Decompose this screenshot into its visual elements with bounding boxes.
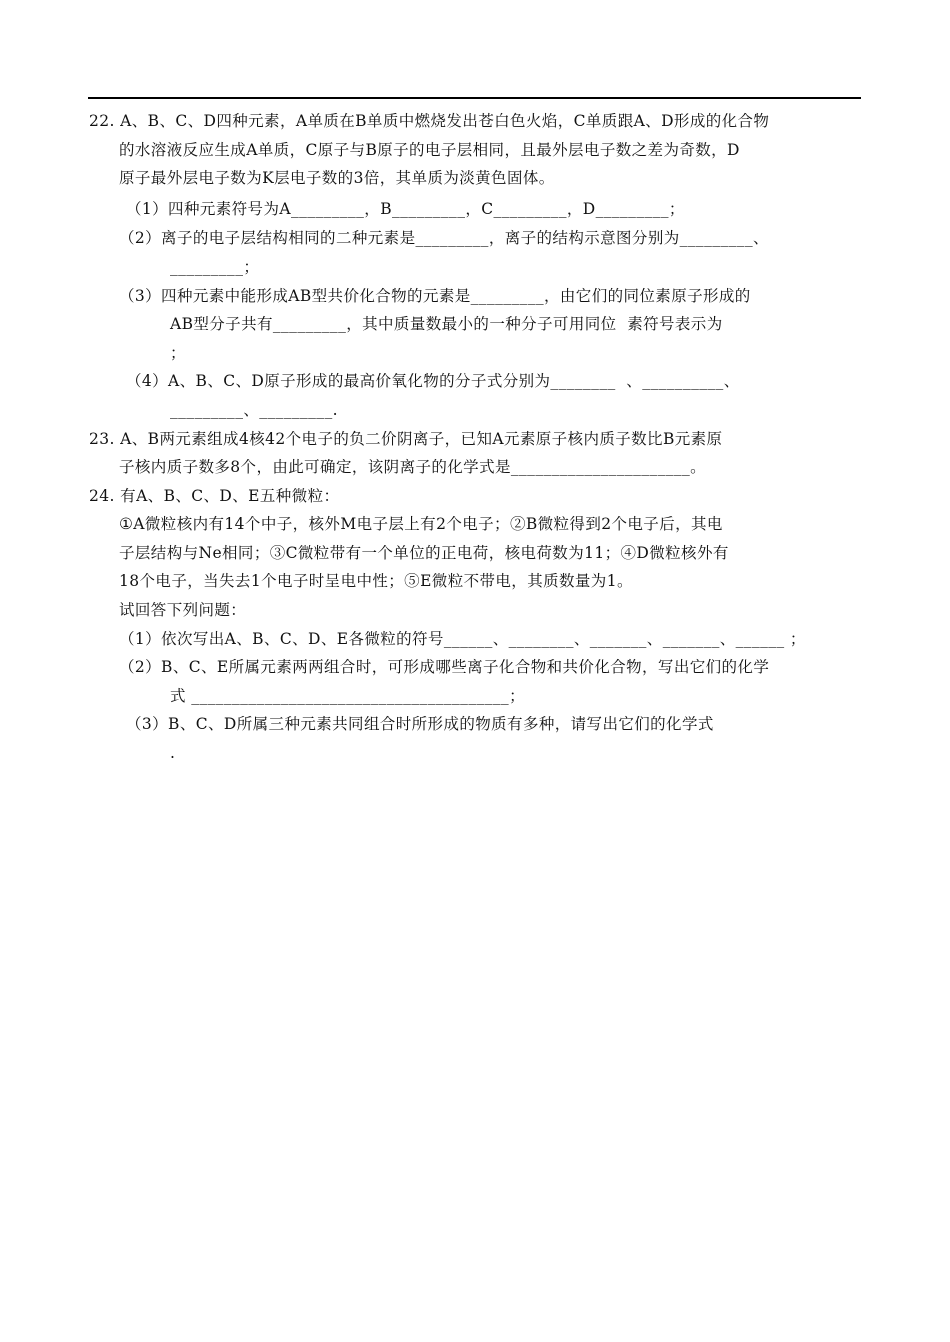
text-line: 子层结构与Ne相同；③C微粒带有一个单位的正电荷，核电荷数为11；④D微粒核外有: [119, 544, 729, 562]
text-line: _________；: [170, 258, 260, 276]
text-line: （3）四种元素中能形成AB型共价化合物的元素是_________，由它们的同位素原子形成的: [119, 287, 751, 305]
header-rule: [88, 97, 861, 99]
text-line: AB型分子共有_________，其中质量数最小的一种分子可用同位 素符号表示为: [170, 315, 723, 333]
text-line: （1）四种元素符号为A_________，B_________，C_________，D_________；: [126, 200, 685, 218]
text-line: （4）A、B、C、D原子形成的最高价氧化物的分子式分别为________ 、__________、: [126, 372, 740, 390]
text-line: 式 _______________________________________；: [170, 687, 525, 705]
text-line: 18个电子，当失去1个电子时呈电中性；⑤E微粒不带电，其质数量为1。: [119, 572, 633, 590]
text-line: 24. 有A、B、C、D、E五种微粒：: [89, 487, 340, 505]
text-line: 22. A、B、C、D四种元素，A单质在B单质中燃烧发出苍白色火焰，C单质跟A、D形成的化合物: [89, 112, 770, 130]
text-line: （2）B、C、E所属元素两两组合时，可形成哪些离子化合物和共价化合物，写出它们的化学: [119, 658, 770, 676]
text-line: ；: [170, 344, 186, 362]
text-line: （3）B、C、D所属三种元素共同组合时所形成的物质有多种，请写出它们的化学式: [126, 715, 714, 733]
text-line: （2）离子的电子层结构相同的二种元素是_________，离子的结构示意图分别为_________、: [119, 229, 769, 247]
text-line: .: [170, 744, 176, 762]
text-line: 23. A、B两元素组成4核42个电子的负二价阴离子，已知A元素原子核内质子数比B元素原: [89, 430, 723, 448]
text-line: 试回答下列问题：: [119, 601, 247, 619]
text-line: 子核内质子数多8个，由此可确定，该阴离子的化学式是______________________。: [119, 458, 707, 476]
text-line: ①A微粒核内有14个中子，核外M电子层上有2个电子；②B微粒得到2个电子后，其电: [119, 515, 723, 533]
text-line: （1）依次写出A、B、C、D、E各微粒的符号______、________、_______、_______、______ ；: [119, 630, 806, 648]
text-line: _________、_________.: [170, 401, 338, 419]
text-line: 的水溶液反应生成A单质，C原子与B原子的电子层相同，且最外层电子数之差为奇数，D: [119, 141, 740, 159]
text-line: 原子最外层电子数为K层电子数的3倍，其单质为淡黄色固体。: [119, 169, 555, 187]
